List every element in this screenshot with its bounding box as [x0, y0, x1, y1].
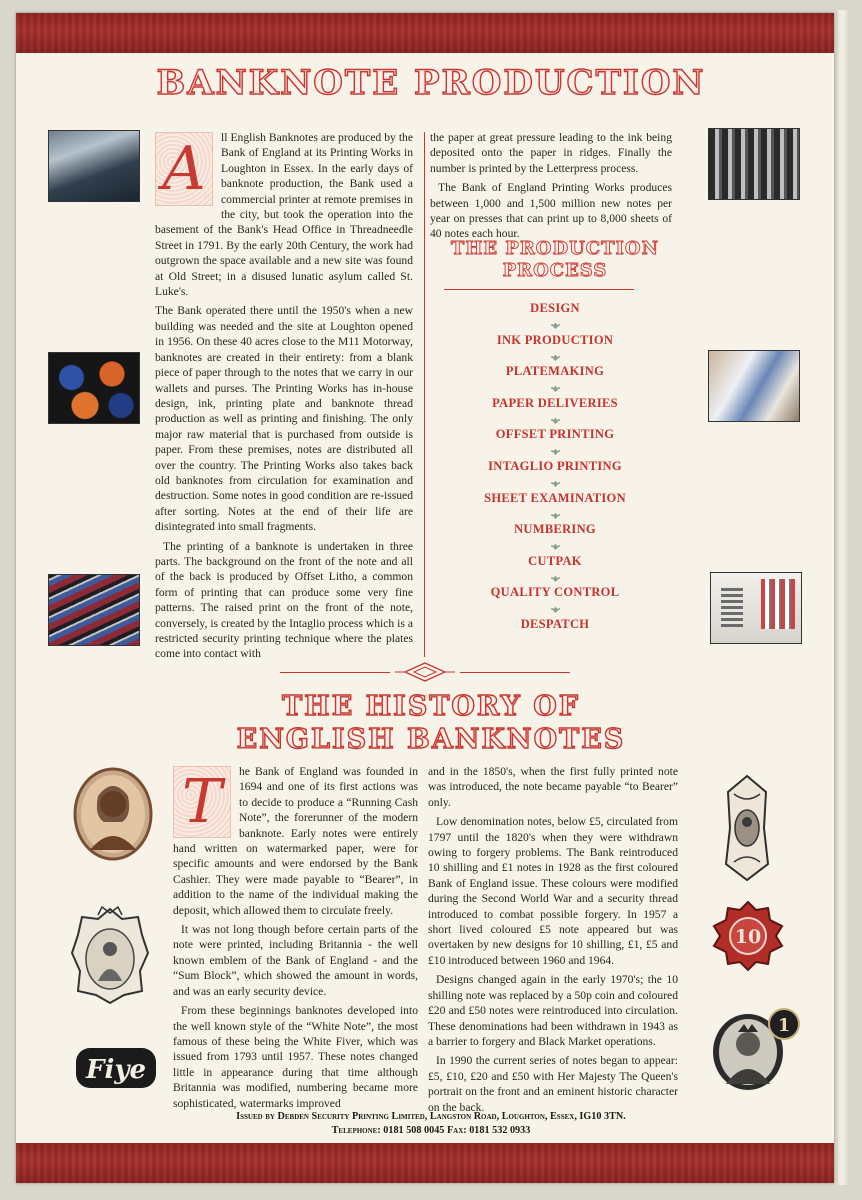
footer-address: Issued by Debden Security Printing Limited, Langston Road, Loughton, Essex, IG10 3TN.: [236, 1111, 626, 1122]
process-step-label: INK PRODUCTION: [496, 332, 614, 347]
production-process-title: THE PRODUCTION PROCESS: [450, 238, 660, 281]
production-column-1: [155, 130, 413, 661]
production-paragraph-2: The Bank operated there until the 1950's when a new building was needed and the site at Loughton opened in 1956. On these 40 acres close to the M11 Motorway, banknotes are created in their entirety: from a blank piece of paper through to the notes that we carry in our wallets and purses. The Printing Works has in-house design, ink, printing plate and banknote thread production as well as printing and finishing. The only major raw material that is purchased from outside is paper. From these premises, notes are distributed all over the country. The Printing Works also takes back old banknotes from circulation for examination and destruction. Some notes in good condition are re-issued after sorting. Notes at the end of their life are disintegrated into small fragments.: [155, 304, 413, 534]
process-separator-icon: •◆•: [550, 542, 560, 552]
column-divider-rule: [424, 132, 425, 657]
production-col2-paragraph-2: The Bank of England Printing Works produces between 1,000 and 1,500 million new notes per year on presses that can print up to 8,000 sheets of 40 notes each hour.: [430, 181, 672, 241]
production-process-list: [440, 298, 670, 646]
five-script-emblem-icon: [74, 1042, 158, 1094]
process-step: [440, 456, 670, 488]
process-step-label: NUMBERING: [514, 522, 596, 537]
process-step: [440, 488, 670, 520]
production-paragraph-3: The printing of a banknote is undertaken in three parts. The background on the front of the note and all of the back is produced by Offset Litho, a common form of printing that can produce some very fine patterns. The raised print on the front of the note, conversely, is created by the Intaglio process which is a restricted security printing technique where the plates come into contact with: [155, 539, 413, 661]
history-col2-paragraph-2: Low denomination notes, below £5, circulated from 1797 until the 1820's when they were withdrawn owing to forgery problems. The Bank reintroduced 10 shilling and £1 notes in 1928 as the first coloured Bank of England issue. These colours were modified during the Second World War and a security thread introduced to combat possible forgery. In 1957 a short lived coloured £5 note appeared but was overtaken by new designs for 10 shilling, £1, £5 and £10 introduced between 1960 and 1964.: [428, 815, 678, 967]
ten-seal-icon: [712, 900, 784, 972]
history-paragraph-1: he Bank of England was founded in 1694 and one of its first actions was to decide to produce a “Running Cash Note”, the forerunner of the modern banknote. Early notes were entirely hand written on watermarked paper, were for specific amounts and were endorsed by the Bank Cashier. They were made payable to “Bearer”, in addition to the name of the individual making the deposit, which allowed them to circulate freely.: [173, 765, 418, 917]
process-step-label: DESIGN: [530, 301, 580, 315]
process-step-label: PLATEMAKING: [505, 364, 605, 379]
process-step-label: SHEET EXAMINATION: [484, 490, 626, 505]
production-process-rule: [444, 289, 634, 290]
process-separator-icon: •◆•: [550, 447, 560, 457]
process-step: [440, 298, 670, 330]
process-step-label: INTAGLIO PRINTING: [488, 458, 622, 473]
process-separator-icon: •◆•: [550, 605, 560, 615]
history-section-title: [0, 690, 862, 756]
process-step-label: DESPATCH: [520, 616, 590, 631]
photo-sheet-examination-workers: [708, 350, 800, 422]
dropcap-a: A: [155, 132, 213, 206]
queen-portrait-one-icon: [710, 1006, 802, 1092]
process-step: [440, 614, 670, 646]
bottom-red-band: [16, 1143, 834, 1183]
production-paragraph-1: ll English Banknotes are produced by the Bank of England at its Printing Works in Loughton in Essex. In the early days of banknote production, the Bank used a commercial printer at remote premises in the city, but took the operation into the basement of the Bank's Head Office in Threadneedle Street in 1791. By the early 20th Century, the work had outgrown the space available and a new site was found at Old Street; in a disused lunatic asylum called St. Luke's.: [155, 131, 413, 299]
process-step: [440, 361, 670, 393]
process-separator-icon: •◆•: [550, 384, 560, 394]
process-separator-icon: •◆•: [550, 478, 560, 488]
process-separator-icon: •◆•: [550, 321, 560, 330]
process-step: [440, 582, 670, 614]
photo-banknote-thread-rolls: [48, 574, 140, 646]
process-step: [440, 551, 670, 583]
process-separator-icon: •◆•: [550, 510, 560, 520]
dropcap-t: T: [173, 766, 231, 838]
booklet-spine: [838, 10, 850, 1185]
history-col2-paragraph-3: Designs changed again in the early 1970's; the 10 shilling note was replaced by a 50p coin and coloured £20 and £50 notes were reintroduced into circulation. These denominations had been withdrawn in 1943 as a barrier to forgery and Black Market operations.: [428, 973, 678, 1048]
photo-ink-tins: [48, 352, 140, 424]
process-step-label: QUALITY CONTROL: [490, 585, 620, 600]
photo-cutpak-bundles: [710, 572, 802, 644]
process-step: [440, 393, 670, 425]
history-column-1: [173, 764, 418, 1115]
history-paragraph-3: From these beginnings banknotes developed into the well known style of the “White Note”, the most famous of these being the White Fiver, which was issued from 1793 until 1957. These notes changed little in appearance during that time although Britannia was modified, numbering became more sophisticated, watermarks improved: [173, 1004, 418, 1110]
ornate-note-panel-icon: [724, 774, 770, 882]
production-column-2: [430, 130, 672, 246]
footer-telephone: Telephone: 0181 508 0045 Fax: 0181 532 0933: [331, 1125, 531, 1136]
production-col2-paragraph-1: the paper at great pressure leading to the ink being deposited onto the paper in ridges. Finally the number is printed by the Letterpress process.: [430, 131, 672, 175]
process-step: [440, 424, 670, 456]
process-step-label: CUTPAK: [528, 553, 582, 568]
ornament-line-right: [460, 672, 570, 673]
history-col2-paragraph-4: In 1990 the current series of notes began to appear: £5, £10, £20 and £50 with Her Majesty The Queen's portrait on the front and an eminent historic character on the back.: [428, 1054, 678, 1114]
process-step: [440, 519, 670, 551]
history-col2-paragraph-1: and in the 1850's, when the first fully printed note was introduced, the note became payable “to Bearer” only.: [428, 765, 678, 809]
history-paragraph-2: It was not long though before certain parts of the note were printed, including Britannia - the well known emblem of the Bank of England - and the “Sum Block”, which showed the amount in words, and was an early security device.: [173, 923, 418, 998]
page-title-banknote-production: BANKNOTE PRODUCTION: [156, 63, 706, 103]
diamond-ornament-icon: [395, 661, 455, 683]
process-separator-icon: •◆•: [550, 352, 560, 362]
history-title-line-1: THE HISTORY OF: [282, 691, 580, 722]
publisher-footer: [0, 1110, 862, 1138]
one-badge-label: 1: [777, 1015, 791, 1036]
process-separator-icon: •◆•: [550, 573, 560, 583]
process-separator-icon: •◆•: [550, 415, 560, 425]
process-step: [440, 330, 670, 362]
history-column-2: [428, 764, 678, 1119]
ten-seal-label: 10: [734, 926, 762, 948]
photo-numbering-machine: [708, 128, 800, 200]
photo-printer-operator: [48, 130, 140, 202]
five-script-label: Fiye: [86, 1055, 146, 1085]
history-title-line-2: ENGLISH BANKNOTES: [236, 724, 626, 755]
process-step-label: OFFSET PRINTING: [495, 427, 615, 442]
top-red-band: [16, 13, 834, 53]
process-step-label: PAPER DELIVERIES: [492, 395, 618, 410]
ornament-line-left: [280, 672, 390, 673]
britannia-emblem-icon: [68, 905, 152, 1005]
portrait-medallion-icon: [72, 766, 154, 862]
